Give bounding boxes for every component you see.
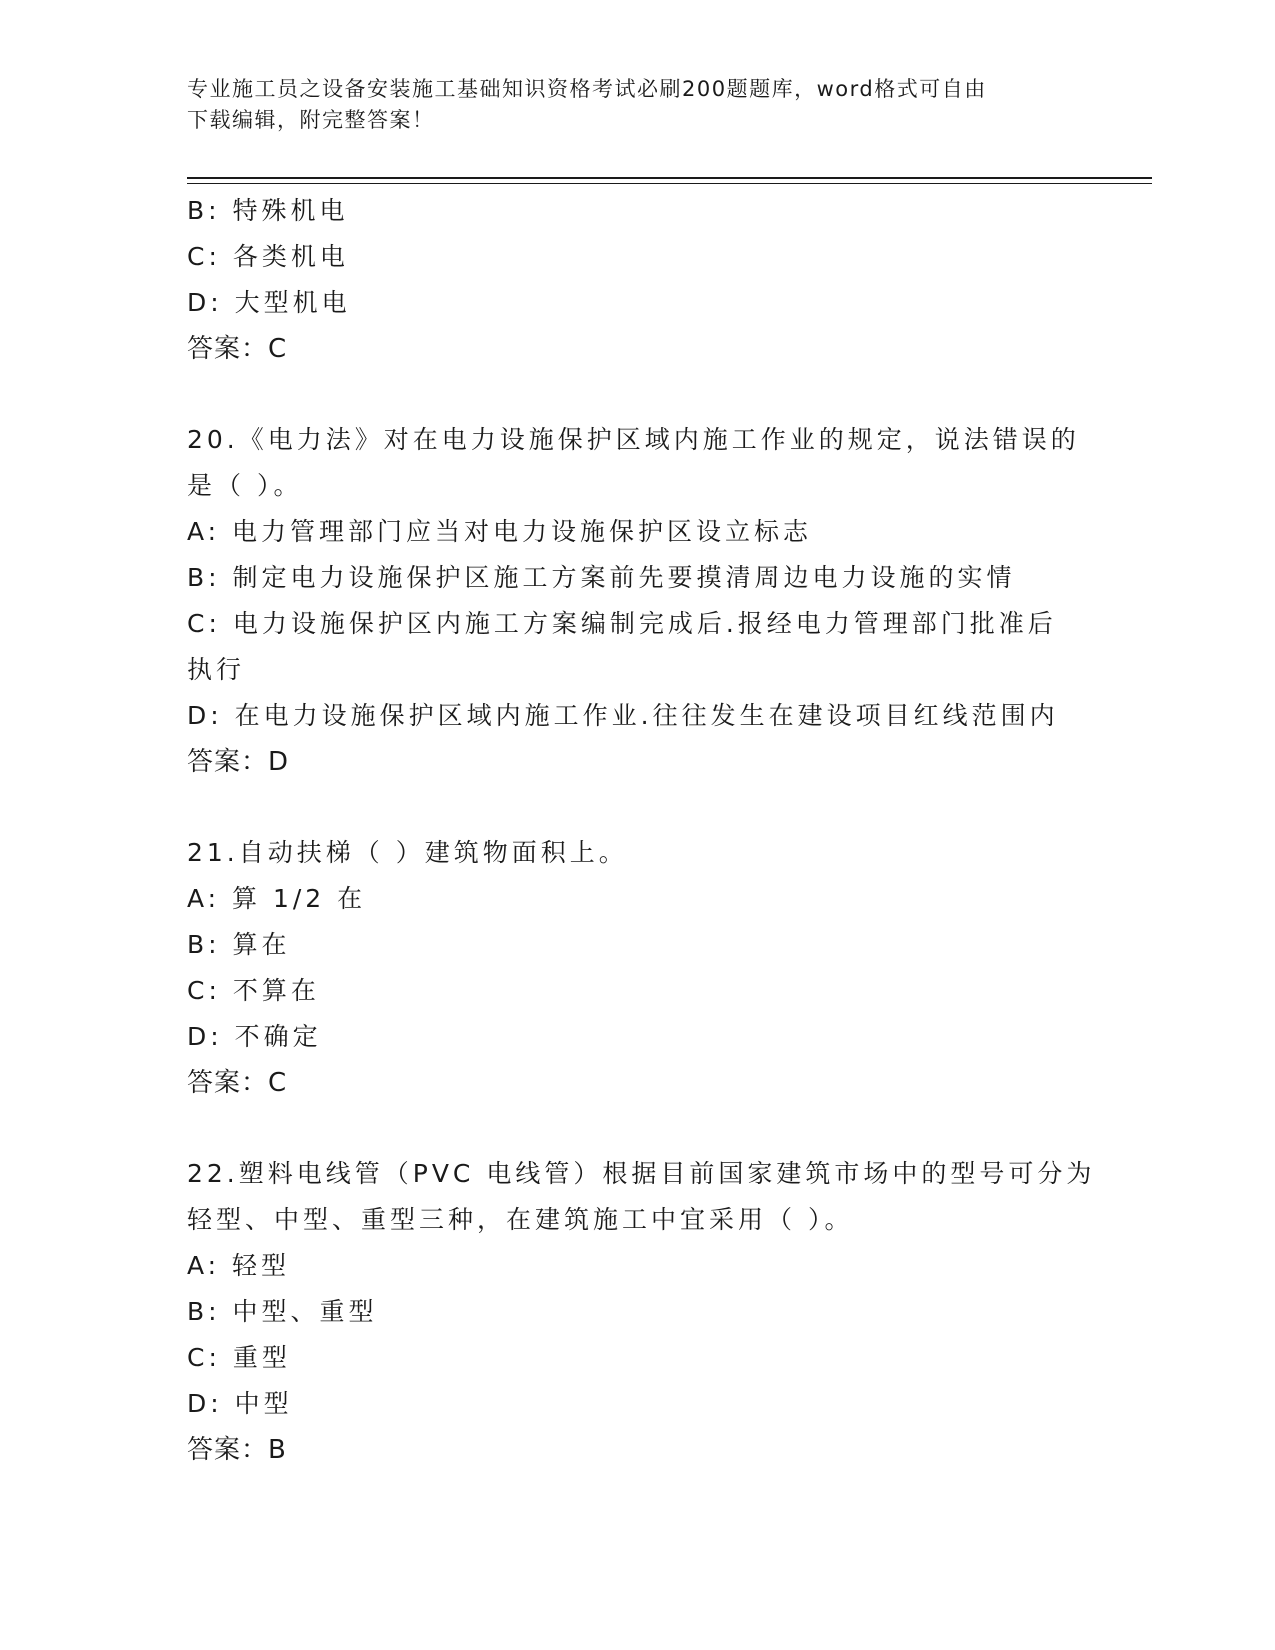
- option-c: C: 各类机电: [187, 242, 349, 271]
- answer: 答案：D: [187, 747, 290, 777]
- header-divider: [187, 177, 1152, 184]
- question-stem: 21.自动扶梯（ ）建筑物面积上。: [187, 838, 628, 867]
- option-a: A: 算 1/2 在: [187, 884, 367, 913]
- option-d: D: 大型机电: [187, 288, 351, 317]
- option-b: B: 算在: [187, 930, 291, 959]
- question-stem: 20.《电力法》对在电力设施保护区域内施工作业的规定，说法错误的: [187, 425, 1080, 454]
- question-19-tail: [187, 188, 1067, 372]
- answer: 答案：C: [187, 334, 288, 364]
- answer: 答案：C: [187, 1068, 288, 1098]
- question-content: [187, 188, 1096, 1473]
- question-stem-continued: 轻型、中型、重型三种，在建筑施工中宜采用（ ）。: [187, 1205, 854, 1234]
- option-b: B: 特殊机电: [187, 196, 349, 225]
- question-22: [187, 1151, 1096, 1473]
- spacer: [187, 1106, 1067, 1151]
- question-20: [187, 417, 1080, 785]
- question-stem: 22.塑料电线管（PVC 电线管）根据目前国家建筑市场中的型号可分为: [187, 1159, 1096, 1188]
- header-line-2: 下载编辑，附完整答案！: [187, 108, 435, 132]
- option-c-continued: 执行: [187, 655, 246, 684]
- option-c: C: 不算在: [187, 976, 320, 1005]
- option-b: B: 中型、重型: [187, 1297, 378, 1326]
- option-c: C: 重型: [187, 1343, 291, 1372]
- option-c: C: 电力设施保护区内施工方案编制完成后.报经电力管理部门批准后: [187, 609, 1057, 638]
- option-d: D: 在电力设施保护区域内施工作业.往往发生在建设项目红线范围内: [187, 701, 1059, 730]
- option-a: A: 轻型: [187, 1251, 291, 1280]
- option-a: A: 电力管理部门应当对电力设施保护区设立标志: [187, 517, 813, 546]
- option-d: D: 中型: [187, 1389, 293, 1418]
- spacer: [187, 785, 1067, 830]
- question-21: [187, 830, 1067, 1106]
- question-stem-continued: 是（ ）。: [187, 471, 303, 500]
- option-b: B: 制定电力设施保护区施工方案前先要摸清周边电力设施的实情: [187, 563, 1016, 592]
- document-header: [187, 74, 1087, 136]
- answer: 答案：B: [187, 1435, 287, 1465]
- option-d: D: 不确定: [187, 1022, 322, 1051]
- header-line-1: 专业施工员之设备安装施工基础知识资格考试必刷200题题库，word格式可自由: [187, 77, 987, 101]
- spacer: [187, 372, 1067, 417]
